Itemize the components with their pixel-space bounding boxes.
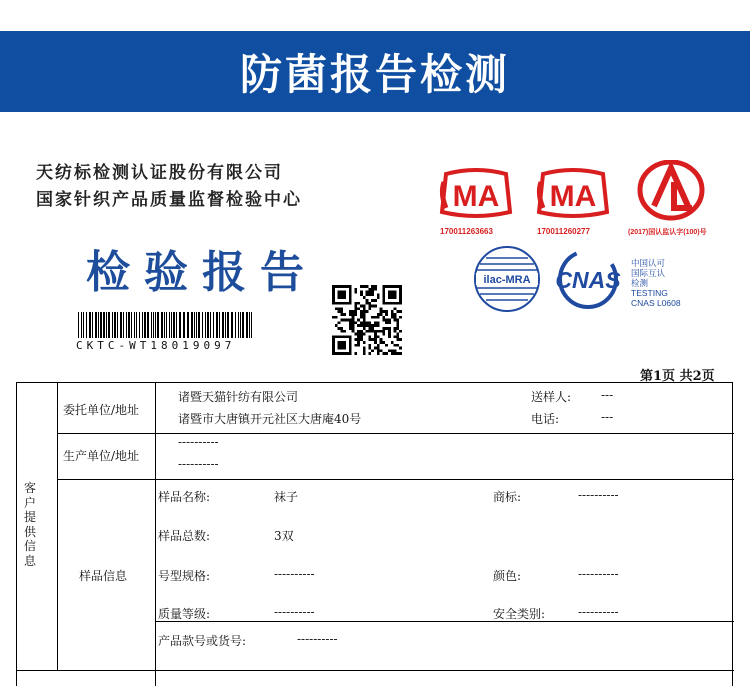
phone-label: 电话:: [531, 412, 560, 426]
item-no-label: 产品款号或货号:: [158, 634, 247, 648]
item-no-value: ----------: [297, 632, 338, 646]
client-address: 诸暨市大唐镇开元社区大唐庵40号: [178, 412, 362, 426]
cnas-accreditation-text: 中国认可 国际互认 检测 TESTING CNAS L0608: [631, 258, 681, 308]
sample-count-value: 3双: [274, 529, 294, 543]
cal-number: (2017)国认监认字(100)号: [628, 229, 707, 236]
cma-seal-icon: [535, 168, 611, 222]
cma1-number: 170011263663: [440, 227, 493, 236]
barcode-icon: [78, 312, 254, 338]
cnas-logo-icon: [548, 248, 628, 310]
side-label: 客户提供信息: [23, 481, 36, 568]
banner-title: 防菌报告检测: [239, 49, 510, 99]
color-value: ----------: [578, 567, 619, 581]
producer-label: 生产单位/地址: [63, 449, 140, 463]
color-label: 颜色:: [493, 569, 522, 583]
model-label: 号型规格:: [158, 569, 211, 583]
producer-value-1: ----------: [178, 435, 219, 449]
svg-text:CNAS: CNAS: [555, 267, 621, 293]
sender-label: 送样人:: [531, 390, 572, 404]
svg-text:MA: MA: [452, 180, 500, 213]
model-value: ----------: [274, 567, 315, 581]
top-banner: [0, 31, 750, 112]
sender-value: ---: [601, 388, 614, 402]
grade-value: ----------: [274, 605, 315, 619]
report-title: 检验报告: [86, 247, 318, 298]
safety-label: 安全类别:: [493, 607, 546, 621]
ilac-mra-logo-icon: [472, 244, 542, 314]
cal-seal-icon: [636, 160, 706, 224]
cma2-number: 170011260277: [537, 227, 590, 236]
grade-label: 质量等级:: [158, 607, 211, 621]
producer-value-2: ----------: [178, 457, 219, 471]
organization-name: 天纺标检测认证股份有限公司: [36, 163, 283, 183]
center-name: 国家针织产品质量监督检验中心: [36, 190, 302, 210]
client-name: 诸暨天猫针纺有限公司: [178, 390, 299, 404]
svg-text:ilac-MRA: ilac-MRA: [483, 274, 531, 286]
safety-value: ----------: [578, 605, 619, 619]
svg-text:MA: MA: [549, 180, 597, 213]
sample-info-label: 样品信息: [79, 569, 128, 583]
cma-seal-icon: [438, 168, 514, 222]
sample-name-label: 样品名称:: [158, 490, 211, 504]
brand-label: 商标:: [493, 490, 522, 504]
qr-code-icon: [332, 285, 402, 355]
client-info-table: [16, 382, 733, 686]
sample-name-value: 袜子: [274, 490, 299, 504]
client-label: 委托单位/地址: [63, 403, 140, 417]
barcode-number: CKTC-WT18019097: [76, 339, 236, 352]
phone-value: ---: [601, 410, 614, 424]
brand-value: ----------: [578, 488, 619, 502]
sample-count-label: 样品总数:: [158, 529, 211, 543]
page-number: 第1页 共2页: [640, 369, 715, 384]
